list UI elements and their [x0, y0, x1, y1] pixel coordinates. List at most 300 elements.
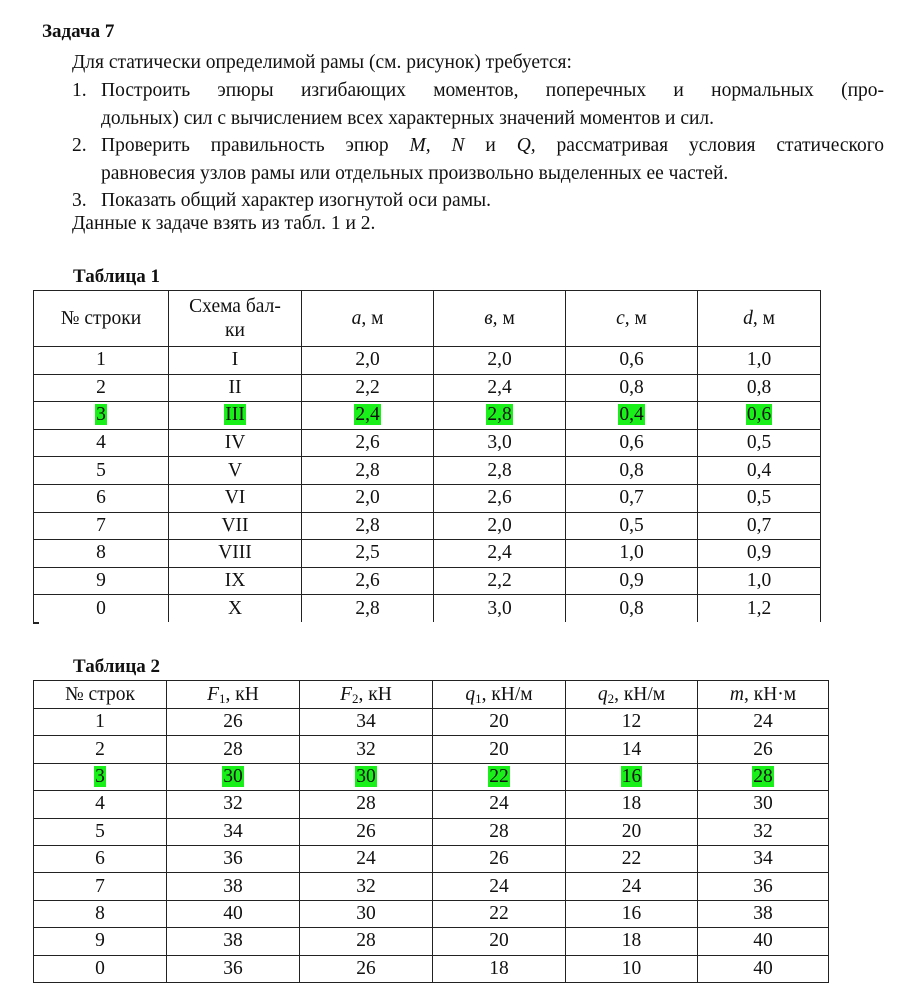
col-header-f2	[300, 681, 433, 709]
cell-value: 0,4	[619, 404, 644, 426]
cell-value: 9	[96, 570, 106, 592]
cell-value: 2,8	[355, 514, 380, 536]
table1-caption: Таблица 1	[73, 266, 161, 287]
cell-value: 2,4	[487, 376, 512, 398]
cell-value: 32	[356, 875, 376, 897]
text-fragment: Проверить правильность эпюр	[101, 135, 410, 156]
cell-value: 7	[95, 875, 105, 897]
cell-row	[34, 709, 167, 736]
task-item-number: 1.	[72, 80, 87, 101]
cell-q1	[433, 873, 566, 900]
cell-value: 1	[96, 349, 106, 371]
unit: , кН/м	[614, 683, 666, 705]
cell-value: 0,8	[619, 376, 644, 398]
cell-d	[698, 402, 821, 430]
table1-body	[34, 347, 821, 622]
cell-value: 30	[223, 765, 243, 787]
cell-b	[434, 374, 566, 402]
subscript: 1	[475, 690, 482, 706]
cell-f1	[167, 873, 300, 900]
cell-value: 1,0	[746, 570, 772, 592]
cell-value: 38	[223, 875, 243, 897]
task-item-line: дольных) сил с вычислением всех характерных значений моментов и сил.	[101, 107, 715, 129]
cell-d	[698, 540, 821, 568]
cell-scheme	[169, 457, 302, 485]
cell-f2	[300, 955, 433, 982]
cell-row	[34, 402, 169, 430]
cell-value: 24	[753, 711, 773, 733]
cell-d	[698, 512, 821, 540]
cell-value: 2,5	[355, 542, 380, 564]
cell-q2	[566, 736, 698, 763]
cell-value: 6	[95, 848, 105, 870]
cell-m	[698, 763, 829, 790]
cell-value: 6	[96, 487, 106, 509]
cell-q2	[566, 818, 698, 845]
cell-value: 28	[489, 820, 509, 842]
unit: м	[497, 307, 515, 329]
table-row	[34, 763, 829, 790]
cell-row	[34, 818, 167, 845]
cell-b	[434, 540, 566, 568]
cell-value: 28	[753, 765, 773, 787]
table-row	[34, 900, 829, 927]
cell-value: 36	[753, 875, 773, 897]
cell-row	[34, 900, 167, 927]
cell-value: 12	[621, 711, 642, 733]
table-row	[34, 873, 829, 900]
variable-q: q	[597, 683, 608, 705]
table-row	[34, 928, 829, 955]
table-row	[34, 955, 829, 982]
cell-d	[698, 484, 821, 512]
cell-d	[698, 374, 821, 402]
cell-value: 0,8	[619, 597, 644, 619]
task-item-line: равновесия узлов рамы или отдельных произвольно выделенных ее частей.	[101, 162, 729, 184]
cell-f2	[300, 900, 433, 927]
cell-value: VIII	[218, 542, 252, 564]
cell-value: 0,5	[746, 487, 772, 509]
cell-value: 1,2	[746, 597, 772, 619]
cell-value: 3,0	[487, 432, 512, 454]
task-item-line: Показать общий характер изогнутой оси рамы.	[101, 190, 492, 211]
cell-value: 30	[356, 902, 376, 924]
cell-value: 0,7	[619, 487, 644, 509]
cell-b	[434, 484, 566, 512]
variable-b: в,	[484, 307, 498, 329]
cell-value: 3	[95, 765, 105, 787]
cell-value: 24	[489, 875, 509, 897]
cell-value: 26	[223, 711, 243, 733]
cell-value: 26	[356, 957, 376, 979]
cell-scheme	[169, 374, 302, 402]
col-header-a	[302, 291, 434, 347]
cell-q2	[566, 791, 698, 818]
cell-value: 0,8	[619, 459, 644, 481]
cell-value: 2,8	[487, 404, 512, 426]
cell-m	[698, 928, 829, 955]
cell-d	[698, 429, 821, 457]
col-header-b	[434, 291, 566, 347]
unit: , кН·м	[743, 683, 797, 705]
cell-value: 0,7	[746, 514, 772, 536]
table2	[33, 680, 829, 983]
table-row	[34, 512, 821, 540]
subscript: 2	[607, 690, 615, 706]
cell-row	[34, 595, 169, 622]
cell-m	[698, 736, 829, 763]
table2-body	[34, 709, 829, 983]
table1	[33, 290, 821, 622]
task-item-number: 2.	[72, 135, 87, 156]
variable-q: q	[465, 683, 476, 705]
cell-q1	[433, 928, 566, 955]
cell-f2	[300, 818, 433, 845]
cell-value: 2,0	[355, 349, 380, 371]
cell-value: 0,8	[746, 376, 772, 398]
cell-d	[698, 457, 821, 485]
cell-row	[34, 763, 167, 790]
cell-c	[566, 374, 698, 402]
cell-value: 0,6	[746, 404, 772, 426]
cell-f2	[300, 709, 433, 736]
header-text: Схема бал-	[189, 295, 281, 317]
task-title: Задача 7	[42, 21, 115, 42]
cell-scheme	[169, 595, 302, 622]
cell-m	[698, 791, 829, 818]
task-item-number: 3.	[72, 190, 87, 211]
cell-a	[302, 347, 434, 375]
cell-f1	[167, 709, 300, 736]
table-row	[34, 736, 829, 763]
cell-value: 38	[753, 902, 773, 924]
cell-row	[34, 457, 169, 485]
cell-c	[566, 540, 698, 568]
cell-value: 32	[356, 738, 376, 760]
cell-row	[34, 374, 169, 402]
cell-f2	[300, 791, 433, 818]
cell-a	[302, 429, 434, 457]
task-item-2	[72, 132, 884, 187]
task-list	[72, 77, 884, 215]
cell-f1	[167, 791, 300, 818]
cell-value: 5	[96, 459, 106, 481]
cell-value: 34	[356, 711, 376, 733]
cell-a	[302, 484, 434, 512]
cell-value: V	[227, 459, 243, 481]
table1-corner-mark	[33, 622, 39, 624]
cell-value: 0,6	[619, 349, 644, 371]
cell-value: 3	[96, 404, 106, 426]
subscript: 2	[352, 690, 359, 706]
cell-value: 8	[95, 902, 105, 924]
cell-q1	[433, 845, 566, 872]
cell-value: 2,4	[355, 404, 380, 426]
table-row	[34, 374, 821, 402]
cell-b	[434, 457, 566, 485]
col-header-m	[698, 681, 829, 709]
unit: , м	[752, 307, 775, 329]
cell-row	[34, 845, 167, 872]
variable-f: F	[340, 683, 353, 705]
cell-b	[434, 512, 566, 540]
cell-value: 32	[753, 820, 773, 842]
cell-f2	[300, 845, 433, 872]
cell-value: 20	[489, 711, 509, 733]
cell-value: 30	[356, 765, 376, 787]
cell-value: 40	[753, 957, 773, 979]
cell-value: 0,5	[746, 432, 772, 454]
table-row	[34, 402, 821, 430]
cell-value: 2,8	[487, 459, 512, 481]
cell-value: 2,0	[355, 487, 380, 509]
text-fragment: и	[464, 135, 517, 156]
text-fragment: рассматривая условия статического	[535, 135, 885, 156]
cell-value: 26	[356, 820, 376, 842]
col-header-c	[566, 291, 698, 347]
cell-c	[566, 402, 698, 430]
cell-scheme	[169, 429, 302, 457]
cell-scheme	[169, 402, 302, 430]
cell-a	[302, 374, 434, 402]
table-row	[34, 540, 821, 568]
table-row	[34, 709, 829, 736]
table-row	[34, 818, 829, 845]
cell-value: 26	[753, 738, 773, 760]
table1-header-row	[34, 291, 821, 347]
cell-b	[434, 595, 566, 622]
cell-q2	[566, 900, 698, 927]
cell-value: 18	[621, 930, 642, 952]
cell-f2	[300, 873, 433, 900]
cell-value: 30	[753, 793, 773, 815]
cell-value: 24	[621, 875, 642, 897]
cell-f1	[167, 818, 300, 845]
cell-value: 28	[356, 930, 376, 952]
cell-value: 2,2	[487, 570, 512, 592]
task-item-line	[101, 132, 884, 160]
cell-value: 24	[356, 848, 376, 870]
cell-value: 20	[489, 930, 509, 952]
cell-value: 0	[96, 597, 106, 619]
cell-value: 36	[223, 848, 243, 870]
task-intro: Для статически определимой рамы (см. рисунок) требуется:	[72, 52, 572, 73]
cell-c	[566, 484, 698, 512]
variable-f: F	[207, 683, 220, 705]
cell-q2	[566, 928, 698, 955]
col-header-d	[698, 291, 821, 347]
cell-f2	[300, 736, 433, 763]
cell-value: 20	[621, 820, 642, 842]
cell-value: 2	[95, 738, 105, 760]
cell-b	[434, 347, 566, 375]
cell-value: 4	[96, 432, 106, 454]
unit: , кН	[358, 683, 392, 705]
cell-value: VII	[221, 514, 249, 536]
cell-scheme	[169, 567, 302, 595]
cell-value: 2,8	[355, 597, 380, 619]
cell-value: 2,2	[355, 376, 380, 398]
cell-c	[566, 512, 698, 540]
cell-value: 14	[621, 738, 642, 760]
cell-value: 2,0	[487, 514, 512, 536]
task-item-line: Построить эпюры изгибающих моментов, поперечных и нормальных (про-	[101, 80, 884, 101]
data-note: Данные к задаче взять из табл. 1 и 2.	[72, 213, 376, 234]
cell-value: 7	[96, 514, 106, 536]
cell-value: 20	[489, 738, 509, 760]
cell-value: 8	[96, 542, 106, 564]
variable-d: d	[743, 307, 753, 329]
cell-f2	[300, 928, 433, 955]
col-header-q1	[433, 681, 566, 709]
cell-value: 2,0	[487, 349, 512, 371]
cell-q1	[433, 736, 566, 763]
cell-b	[434, 567, 566, 595]
cell-a	[302, 567, 434, 595]
cell-value: 40	[753, 930, 773, 952]
cell-scheme	[169, 540, 302, 568]
cell-value: 0,5	[619, 514, 644, 536]
cell-value: IV	[224, 432, 246, 454]
cell-d	[698, 595, 821, 622]
cell-value: 0,6	[619, 432, 644, 454]
table2-caption: Таблица 2	[73, 656, 161, 677]
cell-c	[566, 429, 698, 457]
cell-m	[698, 845, 829, 872]
cell-value: 2,4	[487, 542, 512, 564]
cell-c	[566, 595, 698, 622]
cell-c	[566, 567, 698, 595]
cell-d	[698, 567, 821, 595]
cell-q2	[566, 873, 698, 900]
cell-value: 0,9	[619, 570, 644, 592]
table-row	[34, 429, 821, 457]
cell-q1	[433, 955, 566, 982]
cell-value: 32	[223, 793, 243, 815]
cell-value: 18	[489, 957, 509, 979]
cell-q2	[566, 709, 698, 736]
table-row	[34, 567, 821, 595]
cell-row	[34, 791, 167, 818]
cell-scheme	[169, 484, 302, 512]
cell-m	[698, 873, 829, 900]
cell-b	[434, 402, 566, 430]
col-header-scheme	[169, 291, 302, 347]
cell-q1	[433, 900, 566, 927]
cell-value: 26	[489, 848, 509, 870]
cell-value: 2,6	[355, 570, 380, 592]
cell-q1	[433, 709, 566, 736]
cell-value: 18	[621, 793, 642, 815]
cell-value: 24	[489, 793, 509, 815]
unit: , м	[361, 307, 384, 329]
table-row	[34, 457, 821, 485]
cell-c	[566, 457, 698, 485]
cell-a	[302, 595, 434, 622]
cell-value: 9	[95, 930, 105, 952]
cell-row	[34, 540, 169, 568]
cell-c	[566, 347, 698, 375]
cell-m	[698, 818, 829, 845]
cell-row	[34, 512, 169, 540]
cell-a	[302, 402, 434, 430]
cell-a	[302, 512, 434, 540]
col-header-q2	[566, 681, 698, 709]
cell-row	[34, 955, 167, 982]
unit: , кН	[225, 683, 259, 705]
header-text: ки	[225, 319, 245, 341]
cell-value: 16	[621, 765, 642, 787]
cell-f2	[300, 763, 433, 790]
cell-value: 2,8	[355, 459, 380, 481]
cell-f1	[167, 763, 300, 790]
cell-value: 34	[753, 848, 773, 870]
cell-row	[34, 567, 169, 595]
cell-value: X	[227, 597, 243, 619]
col-header-row-number: № строк	[34, 681, 167, 709]
cell-f1	[167, 845, 300, 872]
cell-value: 1,0	[619, 542, 644, 564]
table-row	[34, 845, 829, 872]
table-row	[34, 791, 829, 818]
cell-row	[34, 736, 167, 763]
cell-b	[434, 429, 566, 457]
cell-q1	[433, 763, 566, 790]
table2-header-row	[34, 681, 829, 709]
subscript: 1	[219, 690, 226, 706]
cell-value: 0	[95, 957, 105, 979]
cell-q1	[433, 791, 566, 818]
cell-value: I	[231, 349, 239, 371]
cell-value: 22	[489, 765, 509, 787]
cell-m	[698, 900, 829, 927]
cell-value: II	[228, 376, 242, 398]
cell-d	[698, 347, 821, 375]
cell-f1	[167, 736, 300, 763]
variable-c: c,	[616, 307, 630, 329]
table-row	[34, 484, 821, 512]
cell-value: 34	[223, 820, 243, 842]
col-header-row-number: № строки	[34, 291, 169, 347]
cell-value: 22	[489, 902, 509, 924]
table-row	[34, 347, 821, 375]
cell-m	[698, 709, 829, 736]
cell-scheme	[169, 512, 302, 540]
variable-q: Q,	[516, 135, 536, 156]
cell-row	[34, 928, 167, 955]
cell-value: 22	[621, 848, 642, 870]
cell-a	[302, 540, 434, 568]
cell-value: 3,0	[487, 597, 512, 619]
cell-value: 0,9	[746, 542, 772, 564]
cell-scheme	[169, 347, 302, 375]
cell-f1	[167, 900, 300, 927]
cell-value: 5	[95, 820, 105, 842]
cell-value: 0,4	[746, 459, 772, 481]
cell-m	[698, 955, 829, 982]
cell-value: 2,6	[355, 432, 380, 454]
cell-value: 1	[95, 711, 105, 733]
cell-q2	[566, 845, 698, 872]
variable-m: m	[729, 683, 744, 705]
cell-value: 38	[223, 930, 243, 952]
cell-q2	[566, 763, 698, 790]
cell-value: 40	[223, 902, 243, 924]
cell-value: 4	[95, 793, 105, 815]
task-item-1	[72, 77, 884, 132]
cell-value: IX	[224, 570, 246, 592]
variable-m-n: M, N	[409, 135, 465, 156]
